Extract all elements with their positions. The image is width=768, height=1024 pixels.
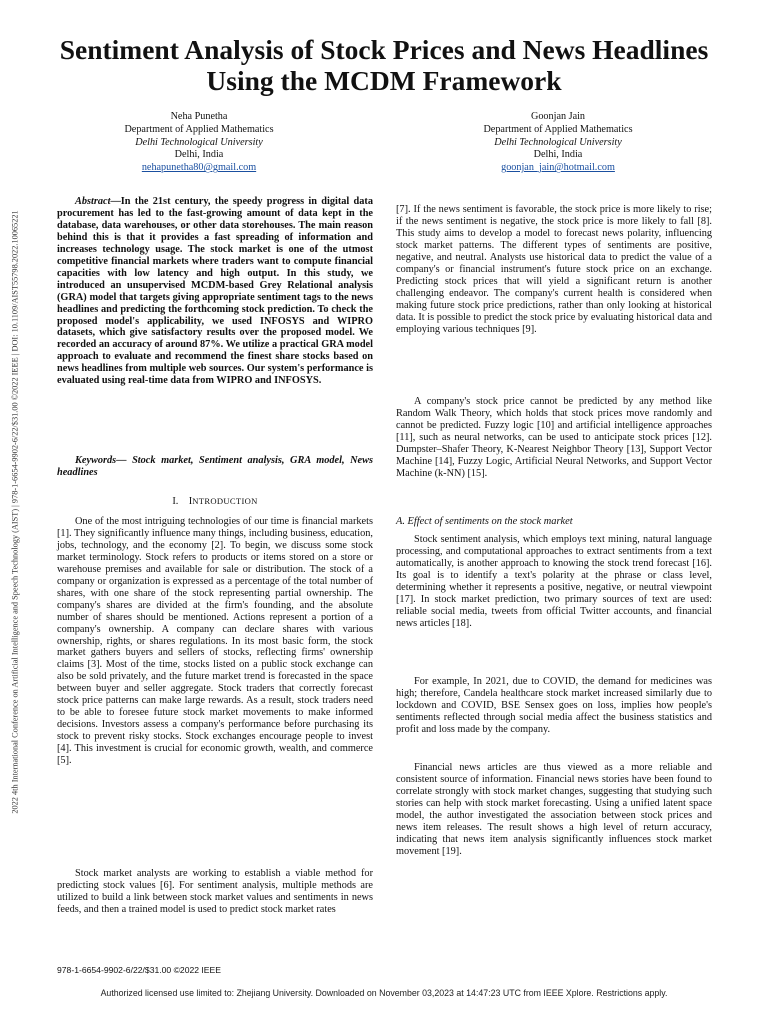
section-heading-introduction <box>57 496 373 507</box>
abstract-text: —In the 21st century, the speedy progress in digital data procurement has led to the fast-growing amount of data kept in the database, data warehouses, or other data storehouses. The main reason behind this is that it provides a fast spreading of information and increases technology usage. The stock market is one of the utmost competitive financial markets where traders want to compute financial capacities with low latency and high output. In this study, we introduced an unsupervised MCDM-based Grey Relational analysis (GRA) model that targets giving appropriate sentiment tags to the news headlines and predicting the forthcoming stock prediction. To check the proposed model's applicability, we used INFOSYS and WIPRO datasets, which give satisfactory results over the proposed model. We recorded an accuracy of around 87%. We utilize a practical GRA model approach to evaluate and recommend the finest share stocks based on news headlines from multiple web sources. Our system's performance is evaluated using real-time data from WIPRO and INFOSYS. <box>57 196 373 387</box>
author-name: Neha Punetha <box>170 111 228 122</box>
subsection-paragraph-2: For example, In 2021, due to COVID, the demand for medicines was high; therefore, Candela healthcare stock market increased similarly due to lockdown and COVID, BSE Sensex goes on loss, implies how people's sentiments reflected through social media affect the business statistics and profit and loss made by the company. <box>396 676 712 735</box>
paper-title: Sentiment Analysis of Stock Prices and News Headlines Using the MCDM Framework <box>59 34 709 96</box>
author-block-1 <box>69 111 329 175</box>
author-location: Delhi, India <box>174 149 224 161</box>
author-university: Delhi Technological University <box>494 136 622 148</box>
author-location: Delhi, India <box>533 149 583 161</box>
keywords: Keywords— Stock market, Sentiment analysis, GRA model, News headlines <box>57 455 373 478</box>
author-name: Goonjan Jain <box>530 111 586 122</box>
author-email-link[interactable]: nehapunetha80@gmail.com <box>141 162 257 174</box>
side-margin-citation <box>4 155 26 870</box>
intro-paragraph-1: One of the most intriguing technologies of our time is financial markets [1]. They significantly influence many things, including business, education, jobs, technology, and the economy [2]. To begin, we discuss some stock market terminology. Stock refers to products or items stored on a store or warehouse premises and available for sale or distribution. The stock of a company or organization is expressed as a percentage of the total number of shares, with one share of the stock representing partial ownership. The company's shares are divided at the firm's founding, and the absolute number of shares should be mentioned. Actions represent a portion of a company's ownership. A company can declare shares with various ownership, rights, or shares regulations. In its most basic form, the stock market gathers buyers and sellers of stocks, reflecting firms' ownership claims [3]. Most of the time, stocks listed on a public stock exchange can also be sold privately, and the future market trend is forecasted in the space between buyer and seller aggregate. Stock traders that correctly forecast stock price patterns can make large rewards. As a result, stock traders need to be able to foresee future stock market movements to make informed decisions. Investors assess a company's performance before purchasing its stock to prevent risky stocks. Stock exchanges encourage people to invest [4]. This investment is crucial for economic growth, wealth, and commerce [5]. <box>57 516 373 767</box>
author-department: Department of Applied Mathematics <box>483 123 633 135</box>
author-email-link[interactable]: goonjan_jain@hotmail.com <box>501 162 615 174</box>
footer-license-notice: Authorized licensed use limited to: Zhejiang University. Downloaded on November 03,2023 at 14:47:23 UTC from IEEE Xplore. Restrictions apply. <box>100 988 668 998</box>
conference-doi-text: 2022 4th International Conference on Artificial Intelligence and Speech Technology (AIST) | 978-1-6654-9902-6/22/$31.00 ©2022 IEEE | DOI: 10.1109/AIST55798.2022.10065221 <box>10 210 20 814</box>
section-title-rest: NTRODUCTION <box>192 496 258 506</box>
author-department: Department of Applied Mathematics <box>124 123 274 135</box>
right-paragraph-1: [7]. If the news sentiment is favorable, the stock price is more likely to rise; if the news sentiment is negative, the stock price is more likely to fall [8]. This study aims to develop a model to forecast news polarity, influencing stock market patterns. The different types of sentiments are positive, negative, and neutral. Analysts use historical data to predict the value of a company's or financial instrument's future stock price on an exchange. Predicting stock prices that will yield a significant return is another challenging endeavor. The company's current health is considered when making future stock price predictions, rather than only looking at historical data. It is possible to predict the stock price by evaluating historical data and employing various techniques [9]. <box>396 204 712 335</box>
subsection-paragraph-1: Stock sentiment analysis, which employs text mining, natural language processing, and computational approaches to extract sentiments from a text automatically, is another approach to knowing the stock trend forecast [16]. Its goal is to identify a text's polarity at the phrase or class level, determining whether it represents a positive, negative, or neutral viewpoint [17]. In stock market prediction, two primary sources of text are used: reliable social media, tweets from official Twitter accounts, and financial news articles [18]. <box>396 534 712 629</box>
section-number: I. <box>172 496 179 507</box>
footer-copyright: 978-1-6654-9902-6/22/$31.00 ©2022 IEEE <box>57 965 222 975</box>
right-paragraph-2: A company's stock price cannot be predicted by any method like Random Walk Theory, which holds that stock prices move randomly and cannot be predicted. Fuzzy logic [10] and artificial intelligence approaches [11], such as neural networks, can be used to anticipate stock prices [12]. Dumpster–Shafer Theory, K-Nearest Neighbor Theory [13], Support Vector Machine [14], Fuzzy Logic, Artificial Neural Networks, and Support Vector Machine (k-NN) [15]. <box>396 396 712 479</box>
intro-paragraph-2: Stock market analysts are working to establish a viable method for predicting stock values [6]. For sentiment analysis, multiple methods are utilized to build a link between stock market values and sentiments in news feeds, and then a trained model is used to predict stock market rates <box>57 868 373 915</box>
author-block-2 <box>428 111 688 175</box>
subsection-paragraph-3: Financial news articles are thus viewed as a more reliable and consistent source of information. Financial news stories have been found to correlate strongly with stock market changes, suggesting that studying such stories can help with stock market forecasting. Using a unified latent space model, the author investigated the association between stock prices and news item releases. The result shows a high level of return accuracy, indicating that news item analysis significantly influences stock market movement [19]. <box>396 762 712 857</box>
abstract <box>57 196 373 387</box>
author-university: Delhi Technological University <box>135 136 263 148</box>
subsection-heading: A. Effect of sentiments on the stock market <box>396 516 573 527</box>
section-title-initial: I <box>188 496 193 507</box>
abstract-label: Abstract <box>75 196 111 207</box>
